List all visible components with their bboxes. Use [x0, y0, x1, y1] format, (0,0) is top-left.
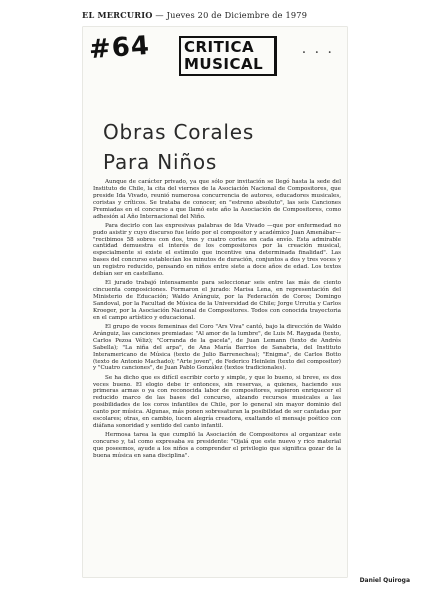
- author-signature: Daniel Quiroga: [359, 577, 410, 584]
- critica-musical-logo: [179, 36, 277, 76]
- article-paragraph: El grupo de voces femeninas del Coro "Ars Viva" cantó, bajo la dirección de Waldo Aránguiz, las canciones premiadas: "Al amor de la lumbre", de Luis M. Raygada (texto, Carlos Pezoa Véliz); "Corranda de la gacela", de Juan Lemann (texto de Andrés Sabella); "La niña del arpa", de Ana María Barrios de Sanabria, del Instituto Interamericano de Música (texto de Julio Barrenechea); "Enigma", de Carlos Botto (texto de Antonio Machado); "Arte joven", de Federico Heinlein (texto del compositor) y "Cuatro canciones", de Juan Pablo González (textos tradicionales).: [93, 324, 341, 372]
- handwritten-archive-mark: #64: [88, 30, 151, 66]
- newspaper-name: EL MERCURIO: [82, 10, 153, 20]
- headline-line-2: Para Niños: [103, 150, 218, 174]
- article-paragraph: Aunque de carácter privado, ya que sólo por invitación se llegó hasta la sede del Instituto de Chile, la cita del viernes de la Asociación Nacional de Compositores, que preside Ida Vivado, reunió numerosa concurrencia de autores, educadores musicales, coristas y críticos. Se trataba de conocer, en "estreno absoluto", las seis Canciones Premiadas en el concurso a que llamó este año la Asociación de Compositores, como adhesión al Año Internacional del Niño.: [93, 179, 341, 220]
- masthead-dash: —: [155, 10, 164, 20]
- section-header: [87, 31, 342, 83]
- article-paragraph: Hermosa tarea la que cumplió la Asociación de Compositores al organizar este concurso y, tal como expresaba su presidente: "Ojalá que este nuevo y rico material que poseemos, ayude a los niños a comprender el privilegio que significa gozar de la buena música en sana disciplina".: [93, 432, 341, 459]
- decorative-dots: · · ·: [301, 45, 334, 61]
- masthead: [82, 10, 342, 20]
- article-paragraph: Para decirlo con las expresivas palabras de Ida Vivado —que por enfermedad no pudo asistir y cuyo discurso fue leído por el compositor y académico Juan Amenábar— "recibimos 58 sobres con dos, tres y cuatro cortes en cada envío. Esta admirable cantidad demuestra el interés de los compositores por la creación musical, especialmente si existe el estímulo que incentive una determinada finalidad". Las bases del concurso establecían los minutos de duración, conjuntos a dos y tres voces y un registro reducido, pensando en niños entre siete a doce años de edad. Los textos debían ser en castellano.: [93, 222, 341, 278]
- article-headline: [103, 117, 343, 177]
- newspaper-clipping: [83, 27, 347, 577]
- article-paragraph: El jurado trabajó intensamente para seleccionar seis entre las más de ciento cincuenta composiciones. Formaron el jurado: Marisa Lena, en representación del Ministerio de Educación; Waldo Aránguiz, por la Federación de Coros; Domingo Sandoval, por la Facultad de Música de la Universidad de Chile; Jorge Urrutia y Carlos Kroeger, por la Asociación Nacional de Compositores. Todos con conocida trayectoria en el campo artístico y educacional.: [93, 280, 341, 321]
- headline-line-1: Obras Corales: [103, 120, 255, 144]
- publication-date: Jueves 20 de Diciembre de 1979: [166, 10, 308, 20]
- logo-line-musical: MUSICAL: [184, 55, 264, 73]
- logo-line-critica: CRITICA: [184, 38, 255, 56]
- article-body: [93, 179, 341, 462]
- article-paragraph: Se ha dicho que es difícil escribir corto y simple, y que lo bueno, si breve, es dos veces bueno. El elogio debe ir entonces, sin reservas, a quienes, haciendo sus primeras armas o ya con reconocida labor de compositores, supieron enriquecer el reducido marco de las bases del concurso, alzando recursos musicales a las posibilidades de los coros infantiles de Chile, por lo general sin mayor dominio del canto por música. Algunas, más ponen sobresaturan la posibilidad de ser cantadas por escolares; otras, en cambio, lucen alegría creadora, exaltando el mensaje poético con diáfana sonoridad y sentido del canto infantil.: [93, 374, 341, 429]
